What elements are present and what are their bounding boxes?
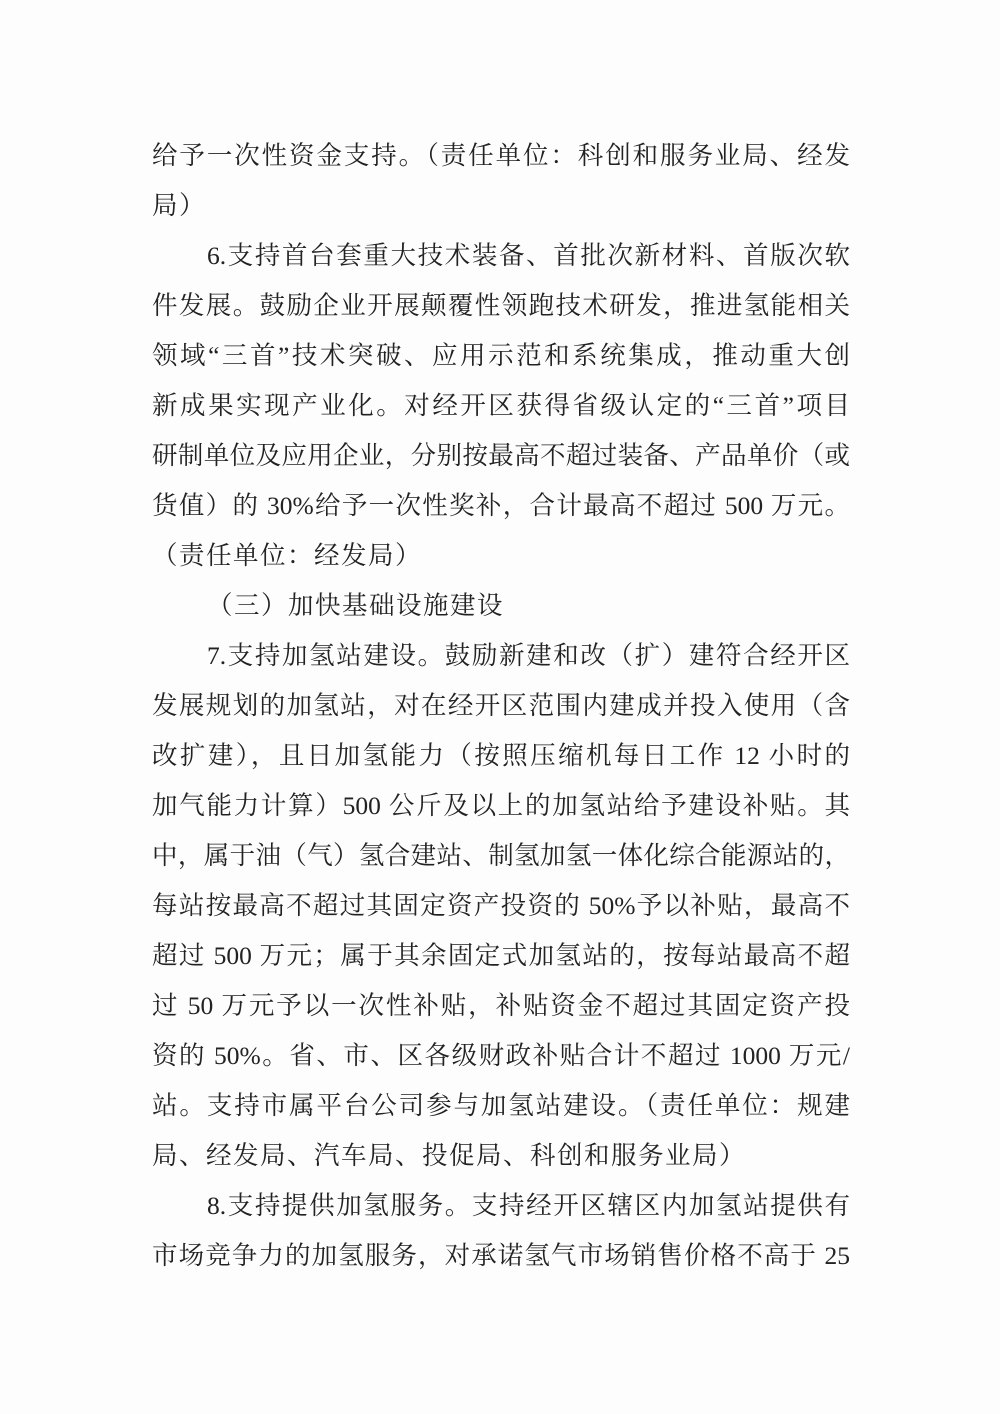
text-line: 8.支持提供加氢服务。支持经开区辖区内加氢站提供有 xyxy=(207,1191,850,1220)
text-line: 加气能力计算）500 公斤及以上的加氢站给予建设补贴。其 xyxy=(152,791,850,820)
text-line: 市场竞争力的加氢服务，对承诺氢气市场销售价格不高于 25 xyxy=(152,1241,850,1270)
text-line: 超过 500 万元；属于其余固定式加氢站的，按每站最高不超 xyxy=(152,941,850,970)
text-line: 局） xyxy=(152,191,207,220)
text-line: 改扩建），且日加氢能力（按照压缩机每日工作 12 小时的 xyxy=(152,741,850,770)
text-line: 发展规划的加氢站，对在经开区范围内建成并投入使用（含 xyxy=(152,691,850,720)
text-line: 资的 50%。省、市、区各级财政补贴合计不超过 1000 万元/ xyxy=(152,1041,850,1070)
text-line: 6.支持首台套重大技术装备、首批次新材料、首版次软 xyxy=(207,241,850,270)
text-line: 每站按最高不超过其固定资产投资的 50%予以补贴，最高不 xyxy=(152,891,850,920)
text-line: 货值）的 30%给予一次性奖补，合计最高不超过 500 万元。 xyxy=(152,491,850,520)
text-line: 给予一次性资金支持。（责任单位：科创和服务业局、经发 xyxy=(152,141,850,170)
text-line: 过 50 万元予以一次性补贴，补贴资金不超过其固定资产投 xyxy=(152,991,850,1020)
text-line: 站。支持市属平台公司参与加氢站建设。（责任单位：规建 xyxy=(152,1091,850,1120)
text-line: 7.支持加氢站建设。鼓励新建和改（扩）建符合经开区 xyxy=(207,641,850,670)
text-line: 件发展。鼓励企业开展颠覆性领跑技术研发，推进氢能相关 xyxy=(152,291,850,320)
text-line: （三）加快基础设施建设 xyxy=(207,591,505,620)
text-line: 局、经发局、汽车局、投促局、科创和服务业局） xyxy=(152,1141,747,1170)
text-line: 中，属于油（气）氢合建站、制氢加氢一体化综合能源站的， xyxy=(152,841,850,870)
text-line: 研制单位及应用企业，分别按最高不超过装备、产品单价（或 xyxy=(152,441,850,470)
document-text-block xyxy=(152,131,850,1281)
text-line: 领域“三首”技术突破、应用示范和系统集成，推动重大创 xyxy=(152,341,850,370)
text-line: （责任单位：经发局） xyxy=(152,541,423,570)
text-line: 新成果实现产业化。对经开区获得省级认定的“三首”项目 xyxy=(152,391,850,420)
